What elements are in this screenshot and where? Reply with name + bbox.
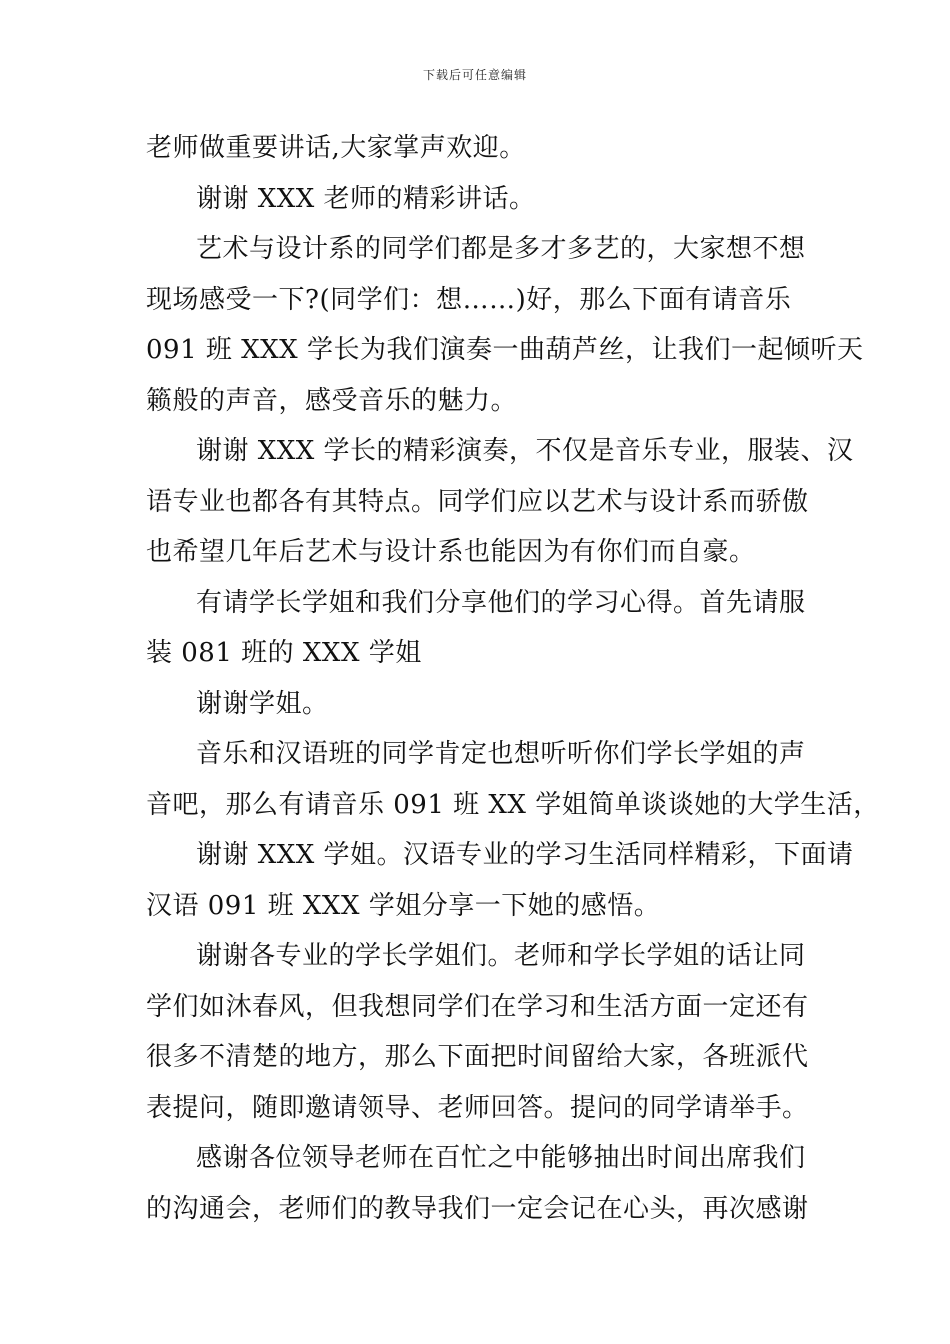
text-line: 感谢各位领导老师在百忙之中能够抽出时间出席我们 [196,1143,806,1173]
text-line: 谢谢 XXX 学姐。汉语专业的学习生活同样精彩，下面请 [196,840,854,870]
text-line: 装 081 班的 XXX 学姐 [146,638,422,668]
text-line: 音乐和汉语班的同学肯定也想听听你们学长学姐的声 [196,739,806,769]
text-line: 谢谢 XXX 老师的精彩讲话。 [196,183,536,214]
text-line: 有请学长学姐和我们分享他们的学习心得。首先请服 [196,587,806,618]
text-line: 谢谢 XXX 学长的精彩演奏，不仅是音乐专业，服装、汉 [196,436,854,466]
document-body [146,123,880,1234]
text-line: 籁般的声音，感受音乐的魅力。 [146,385,518,416]
text-line: 的沟通会，老师们的教导我们一定会记在心头，再次感谢 [146,1193,809,1224]
text-line: 表提问，随即邀请领导、老师回答。提问的同学请举手。 [146,1092,809,1123]
text-line: 汉语 091 班 XXX 学姐分享一下她的感悟。 [146,890,661,921]
text-line: 音吧，那么有请音乐 091 班 XX 学姐简单谈谈她的大学生活， [146,789,880,820]
text-line: 很多不清楚的地方，那么下面把时间留给大家，各班派代 [146,1042,809,1072]
text-line: 老师做重要讲话,大家掌声欢迎。 [146,133,526,163]
text-line: 091 班 XXX 学长为我们演奏一曲葫芦丝，让我们一起倾听天 [146,335,864,365]
page-header: 下载后可任意编辑 [422,68,527,82]
text-line: 谢谢各专业的学长学姐们。老师和学长学姐的话让同 [196,941,806,971]
text-line: 现场感受一下?(同学们：想……)好，那么下面有请音乐 [146,284,792,315]
text-line: 谢谢学姐。 [196,688,329,719]
text-line: 学们如沐春风，但我想同学们在学习和生活方面一定还有 [146,991,809,1022]
text-line: 也希望几年后艺术与设计系也能因为有你们而自豪。 [146,537,756,567]
text-line: 艺术与设计系的同学们都是多才多艺的，大家想不想 [196,234,806,264]
text-line: 语专业也都各有其特点。同学们应以艺术与设计系而骄傲 [146,486,809,517]
